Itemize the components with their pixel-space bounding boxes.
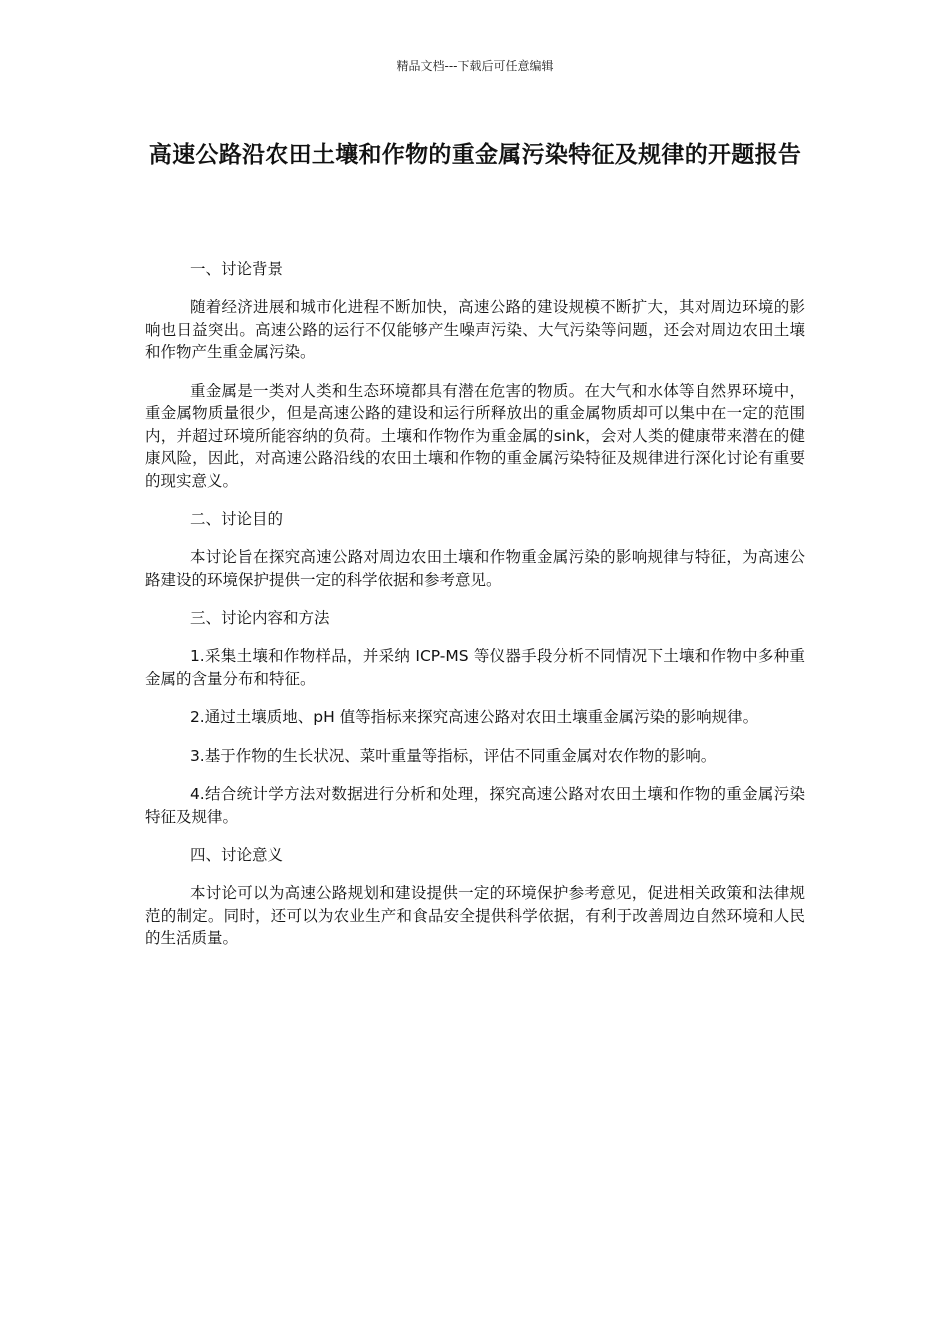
document-title: 高速公路沿农田土壤和作物的重金属污染特征及规律的开题报告 — [148, 142, 802, 168]
paragraph: 本讨论可以为高速公路规划和建设提供一定的环境保护参考意见，促进相关政策和法律规范的制定。同时，还可以为农业生产和食品安全提供科学依据，有利于改善周边自然环境和人民的生活质量。 — [145, 884, 805, 947]
paragraph: 本讨论旨在探究高速公路对周边农田土壤和作物重金属污染的影响规律与特征，为高速公路建设的环境保护提供一定的科学依据和参考意见。 — [145, 548, 805, 589]
section-heading-purpose: 二、讨论目的 — [189, 510, 283, 528]
method-item: 3.基于作物的生长状况、菜叶重量等指标，评估不同重金属对农作物的影响。 — [189, 746, 717, 765]
document-body — [145, 258, 805, 966]
section-heading-significance: 四、讨论意义 — [189, 846, 283, 864]
method-item: 1.采集土壤和作物样品，并采纳 ICP-MS 等仪器手段分析不同情况下土壤和作物中多种重金属的含量分布和特征。 — [145, 647, 805, 688]
method-item: 4.结合统计学方法对数据进行分析和处理，探究高速公路对农田土壤和作物的重金属污染特征及规律。 — [145, 785, 805, 826]
section-heading-background: 一、讨论背景 — [189, 260, 283, 278]
section-heading-methods: 三、讨论内容和方法 — [189, 609, 330, 627]
method-item: 2.通过土壤质地、pH 值等指标来探究高速公路对农田土壤重金属污染的影响规律。 — [189, 708, 759, 726]
paragraph: 重金属是一类对人类和生态环境都具有潜在危害的物质。在大气和水体等自然界环境中，重金属物质量很少，但是高速公路的建设和运行所释放出的重金属物质却可以集中在一定的范围内，并超过环境所能容纳的负荷。土壤和作物作为重金属的sink，会对人类的健康带来潜在的健康风险，因此，对高速公路沿线的农田土壤和作物的重金属污染特征及规律进行深化讨论有重要的现实意义。 — [145, 381, 805, 490]
header-note: 精品文档---下载后可任意编辑 — [396, 59, 554, 73]
paragraph: 随着经济进展和城市化进程不断加快，高速公路的建设规模不断扩大，其对周边环境的影响也日益突出。高速公路的运行不仅能够产生噪声污染、大气污染等问题，还会对周边农田土壤和作物产生重金属污染。 — [145, 298, 805, 361]
